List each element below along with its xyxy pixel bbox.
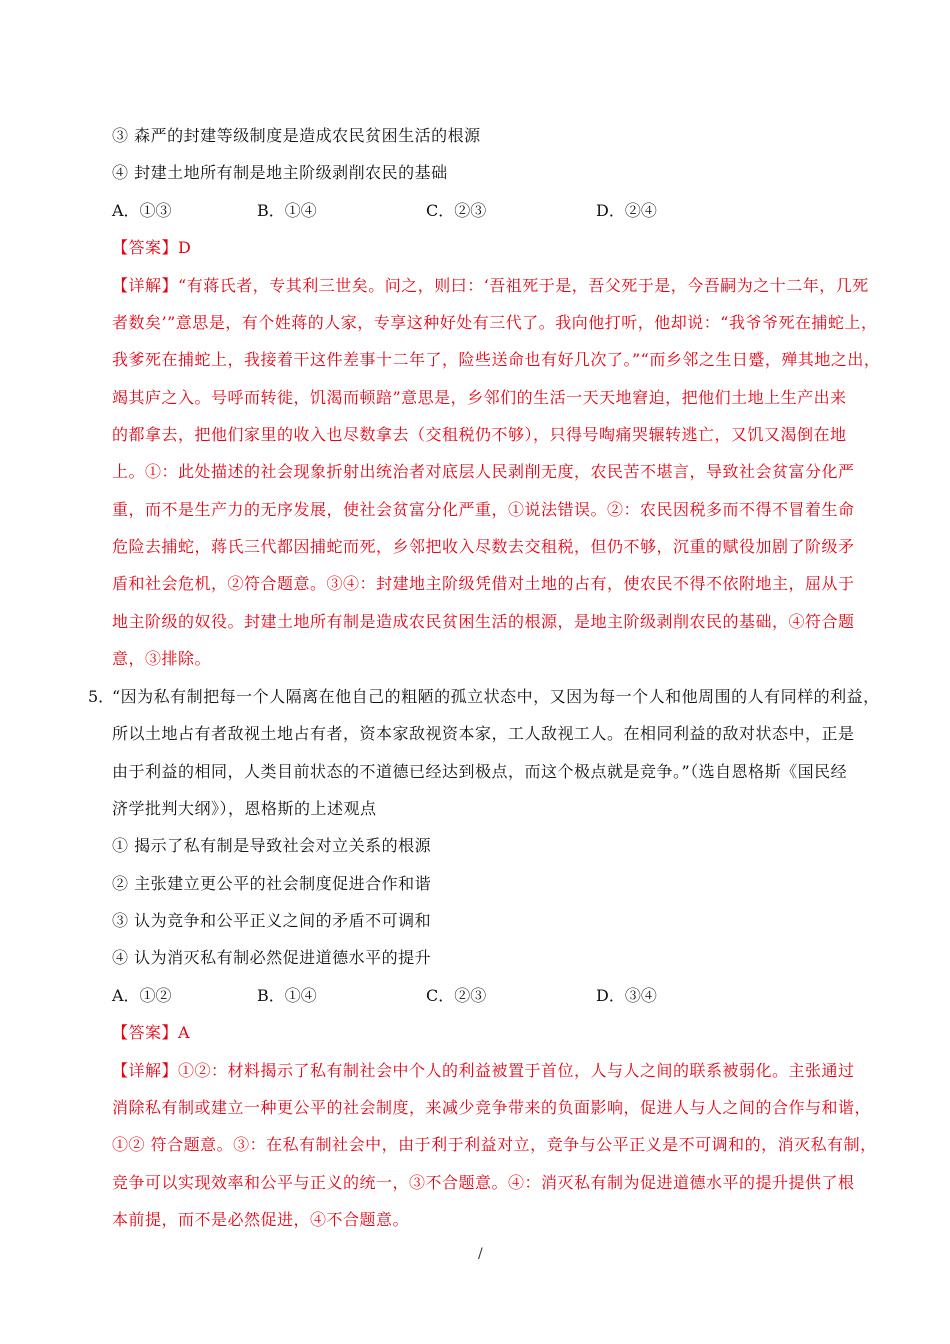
q4-detail-line: 【详解】“有蒋氏者，专其利三世矣。问之，则曰：‘吾祖死于是，吾父死于是，今吾嗣为之十二年，几死 bbox=[112, 276, 869, 295]
detail-label: 【详解】 bbox=[112, 1061, 179, 1080]
q5-detail-line: ①② 符合题意。③：在私有制社会中，由于利于利益对立，竞争与公平正义是不可调和的，消灭私有制， bbox=[112, 1135, 877, 1154]
answer-label: 【答案】 bbox=[112, 1023, 179, 1042]
q5-option-c: C．②③ bbox=[426, 986, 487, 1005]
q5-stem-line: “因为私有制把每一个人隔离在他自己的粗陋的孤立状态中，又因为每一个人和他周围的人有同样的利益， bbox=[112, 687, 880, 706]
q5-option-b: B．①④ bbox=[257, 986, 317, 1005]
q5-stem-line: 济学批判大纲》），恩格斯的上述观点 bbox=[112, 799, 377, 818]
q5-item-1: ① 揭示了私有制是导致社会对立关系的根源 bbox=[112, 836, 432, 855]
q4-option-b: B．①④ bbox=[257, 201, 317, 220]
answer-value: A bbox=[178, 1023, 191, 1042]
q5-stem-line: 所以土地占有者敌视土地占有者，资本家敌视资本家，工人敌视工人。在相同利益的敌对状态中，正是 bbox=[112, 724, 855, 743]
q5-item-2: ② 主张建立更公平的社会制度促进合作和谐 bbox=[112, 874, 432, 893]
answer-value: D bbox=[178, 238, 192, 257]
q5-detail-line: 消除私有制或建立一种更公平的社会制度，来减少竞争带来的负面影响，促进人与人之间的合作与和谐， bbox=[112, 1098, 872, 1117]
q5-detail-line: 竞争可以实现效率和公平与正义的统一，③不合题意。④：消灭私有制为促进道德水平的提升提供了根 bbox=[112, 1173, 855, 1192]
q4-detail-line: 危险去捕蛇，蒋氏三代都因捕蛇而死，乡邻把收入尽数去交租税，但仍不够，沉重的赋役加剧了阶级矛 bbox=[112, 537, 855, 556]
q4-option-a: A．①③ bbox=[112, 201, 172, 220]
q5-item-3: ③ 认为竞争和公平正义之间的矛盾不可调和 bbox=[112, 911, 432, 930]
q4-detail-line: 重，而不是生产力的无序发展，使社会贫富分化严重，①说法错误。②：农民因税多而不得不冒着生命 bbox=[112, 500, 855, 519]
q4-item-3: ③ 森严的封建等级制度是造成农民贫困生活的根源 bbox=[112, 126, 481, 145]
q4-item-4: ④ 封建土地所有制是地主阶级剥削农民的基础 bbox=[112, 163, 448, 182]
q5-number: 5． bbox=[88, 687, 115, 706]
q5-option-a: A．①② bbox=[112, 986, 172, 1005]
q4-answer bbox=[112, 238, 191, 260]
q4-detail-line: 上。①：此处描述的社会现象折射出统治者对底层人民剥削无度，农民苦不堪言，导致社会贫富分化严 bbox=[112, 462, 855, 481]
q4-detail-line: 竭其庐之入。号呼而转徙，饥渴而顿踣”意思是，乡邻们的生活一天天地窘迫，把他们土地上生产出来 bbox=[112, 388, 847, 407]
answer-label: 【答案】 bbox=[112, 238, 179, 257]
q4-option-c: C．②③ bbox=[426, 201, 487, 220]
q4-detail-line: 的都拿去，把他们家里的收入也尽数拿去（交租税仍不够），只得号啕痛哭辗转逃亡，又饥又渴倒在地 bbox=[112, 425, 847, 444]
q4-detail-line: 我爹死在捕蛇上，我接着干这件差事十二年了，险些送命也有好几次了。”“而乡邻之生日蹙，殚其地之出， bbox=[112, 350, 881, 369]
q5-answer bbox=[112, 1023, 190, 1045]
q5-item-4: ④ 认为消灭私有制必然促进道德水平的提升 bbox=[112, 948, 432, 967]
q5-option-d: D．③④ bbox=[596, 986, 657, 1005]
q5-detail-line: 本前提，而不是必然促进，④不合题意。 bbox=[112, 1210, 410, 1229]
q5-detail-line: 【详解】①②：材料揭示了私有制社会中个人的利益被置于首位，人与人之间的联系被弱化。主张通过 bbox=[112, 1061, 855, 1080]
q4-detail-line: 意，③排除。 bbox=[112, 649, 212, 668]
q4-detail-line: 者数矣’”意思是，有个姓蒋的人家，专享这种好处有三代了。我向他打听，他却说：“我爷爷死在捕蛇上， bbox=[112, 313, 878, 332]
q5-stem-line: 由于利益的相同，人类目前状态的不道德已经达到极点，而这个极点就是竞争。”（选自恩格斯《国民经 bbox=[112, 762, 848, 781]
detail-label: 【详解】 bbox=[112, 276, 179, 295]
q4-detail-line: 盾和社会危机，②符合题意。③④：封建地主阶级凭借对土地的占有，使农民不得不依附地主，屈从于 bbox=[112, 574, 855, 593]
page-footer-mark: / bbox=[478, 1246, 483, 1262]
q4-detail-line: 地主阶级的奴役。封建土地所有制是造成农民贫困生活的根源，是地主阶级剥削农民的基础，④符合题 bbox=[112, 612, 855, 631]
q4-option-d: D．②④ bbox=[596, 201, 657, 220]
